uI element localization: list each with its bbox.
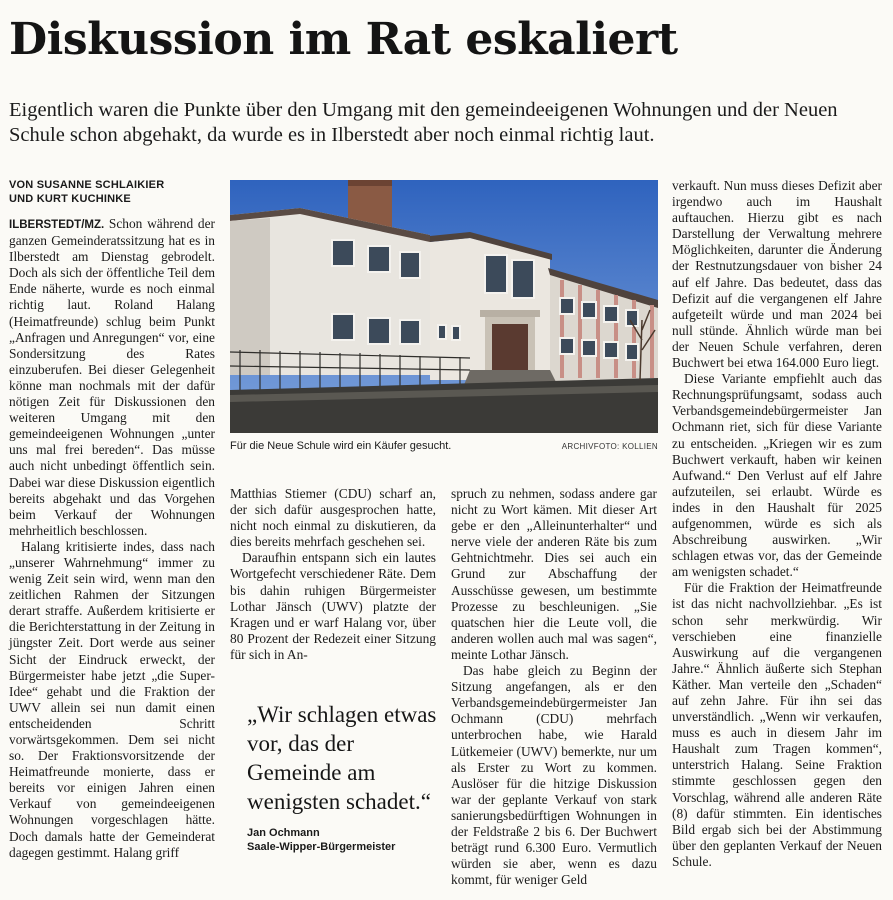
paragraph: spruch zu nehmen, sodass andere gar nicht zu Wort kämen. Mit dieser Art gebe er den „Alleinunterhalter“ und nerve viele der anderen Räte bis zum Gehtnichtmehr. Dies sei auch ein Grund zur Abschaffung der Ausschüsse gewesen, um bestimmte Prozesse zu beschleunigen. „Sie quatschen hier die Leute voll, die anderen wollen auch mal was sagen“, meinte Lothar Jänsch. [451,486,657,662]
byline-line-2: UND KURT KUCHINKE [9,193,131,205]
paragraph: verkauft. Nun muss dieses Defizit aber irgendwo auch im Haushalt auftauchen. Hierzu gibt es nach Darstellung der Verwaltung mehrere Möglichkeiten, darunter die Änderung der Restnutzungsdauer von bisher 24 auf elf Jahre. Das bedeutet, dass das Defizit auf die vergangenen elf Jahre aufgeteilt würde und man 2024 bei null stünde. Ähnlich würde man bei der Neuen Schule verfahren, deren Buchwert bei etwa 164.000 Euro liegt. [672,178,882,371]
paragraph [9,216,215,539]
paragraph: Daraufhin entspann sich ein lautes Wortgefecht verschiedener Räte. Dem bis dahin ruhigen Bürgermeister Lothar Jänsch (UWV) platzte der Kragen und er warf Halang vor, über 80 Prozent der Redezeit einer Sitzung für sich in An- [230,550,436,662]
caption-text: Für die Neue Schule wird ein Käufer gesucht. [230,440,452,452]
photo-credit: ARCHIVFOTO: KOLLIEN [561,442,658,451]
quote-author-role: Saale-Wipper-Bürgermeister [247,841,396,853]
pull-quote [247,700,437,854]
article-column-1 [9,178,215,861]
paragraph-text: Schon während der ganzen Gemeinderatssitzung hat es in Ilberstedt am Dienstag gebrodelt. Doch als sich der öffentliche Teil dem Ende näherte, wurde es noch einmal richtig laut. Roland Halang (Heimatfreunde) schlug beim Punkt „Anfragen und Anregungen“ vor, eine Sondersitzung des Rates einzuberufen. Bei dieser Gelegenheit könne man nochmals mit der dafür nötigen Zeit für Diskussionen den weiteren Umgang mit den gemeindeeigenen Wohnungen „unter uns mal frei bereden“. Das müsse auch nicht unbedingt öffentlich sein. Dabei war diese Diskussion eigentlich bereits abgehakt und das Vorgehen beim Verkauf der Wohnungen mehrheitlich beschlossen. [9,216,215,538]
article-deck: Eigentlich waren die Punkte über den Umgang mit den gemeindeeigenen Wohnungen und der Neuen Schule schon abgehakt, da wurde es in Ilberstedt aber noch einmal richtig laut. [9,99,838,146]
quote-text: „Wir schlagen etwas vor, das der Gemeinde am wenigsten schadet.“ [247,702,437,814]
byline [9,178,215,206]
school-photo [230,180,658,433]
article-column-3 [451,486,657,888]
paragraph: Halang kritisierte indes, dass nach „unserer Wahrnehmung“ immer zu wenig Zeit sein wird, wenn man den zeitlichen Rahmen der Sitzungen derart straffe. Außerdem kritisierte er die Berichterstattung in der Zeitung in jüngster Zeit. Dort werde aus seiner Sicht der Eindruck erweckt, der Bürgermeister habe jetzt „die Super-Idee“ gehabt und die Fraktion der UWV allein sei nun damit einen entscheidenden Schritt vorwärtsgekommen. Dem sei nicht so. Der Fraktionsvorsitzende der Heimatfreunde monierte, dass er bereits vor einigen Jahren einen Verkauf von gemeindeeigenen Wohnungen vorgeschlagen hätte. Doch damals hatte der Gemeinderat dagegen gestimmt. Halang griff [9,538,215,860]
headline: Diskussion im Rat eskaliert [9,14,678,65]
paragraph: Das habe gleich zu Beginn der Sitzung angefangen, als er den Verbandsgemeindebürgermeister Jan Ochmann (CDU) mehrfach unterbrochen habe, wie Harald Lütkemeier (UWV) bemerkte, nur um als Erster zu Wort zu kommen. Auslöser für die hitzige Diskussion war der geplante Verkauf von stark sanierungsbedürftigen Wohnungen in der Feldstraße 2 bis 6. Der Buchwert beträgt rund 6.300 Euro. Vermutlich würden sie aber, wenn es dazu kommt, für weniger Geld [451,663,657,888]
paragraph: Für die Fraktion der Heimatfreunde ist das nicht nachvollziehbar. „Es ist schon sehr merkwürdig. Wir verschieben eine finanzielle Auswirkung auf die vergangenen Jahre.“ Ähnlich äußerte sich Stephan Käther. Man verteile den „Schaden“ auf zehn Jahre. Für ihn sei das unverständlich. „Wenn wir verkaufen, muss es auch in diesem Jahr im Haushalt zum Tragen kommen“, unterstrich Halang. Seine Fraktion stimmte geschlossen gegen den Vorschlag, während alle anderen Räte (8) dafür stimmten. Ein identisches Bild ergab sich bei der Abstimmung über den geplanten Verkauf der Neuen Schule. [672,580,882,869]
photo-caption [230,439,658,457]
paragraph: Diese Variante empfiehlt auch das Rechnungsprüfungsamt, sodass auch Verbandsgemeindebürgermeister Jan Ochmann riet, sich für diese Variante zu entscheiden. „Kriegen wir es zum Buchwert verkauft, haben wir keinen Aufwand.“ Den Verlust auf elf Jahre aufzuteilen, sei erlaubt. Würde es indes in den Haushalt für 2025 aufgenommen, würde es sich als Abschreibung auswirken. „Wir schlagen etwas vor, das der Gemeinde am wenigsten schadet.“ [672,371,882,580]
article-column-4 [672,178,882,870]
dateline: ILBERSTEDT/MZ. [9,219,105,231]
byline-line-1: VON SUSANNE SCHLAIKIER [9,179,165,191]
article-column-2 [230,486,436,663]
school-building-image [230,180,658,433]
quote-author [247,826,437,854]
paragraph: Matthias Stiemer (CDU) scharf an, der sich dafür ausgesprochen hatte, nicht noch einmal zu diskutieren, da dies bereits mehrfach geschehen sei. [230,486,436,550]
quote-author-name: Jan Ochmann [247,827,320,839]
